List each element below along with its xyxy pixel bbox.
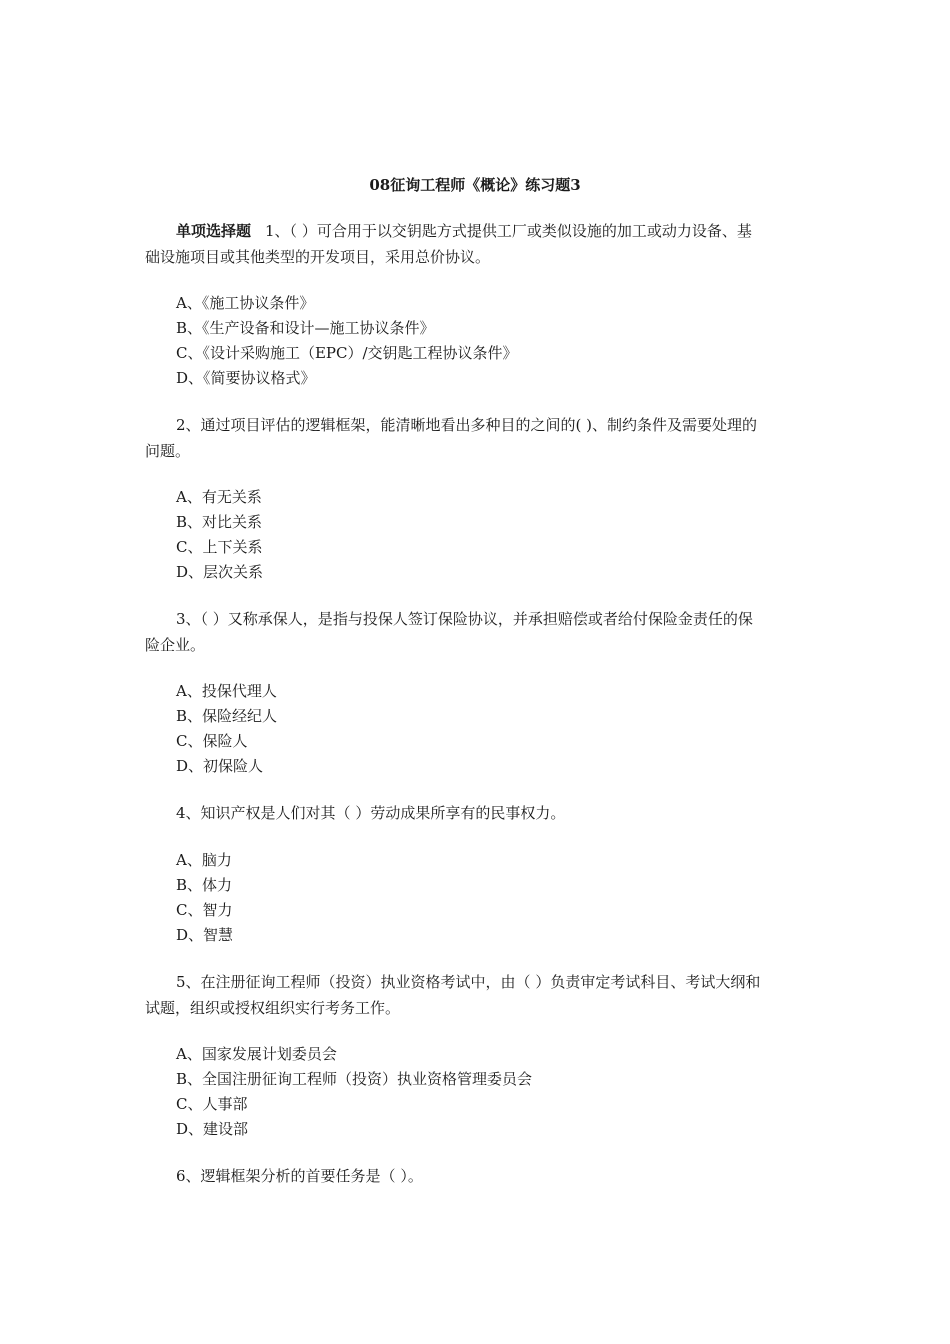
question-1-option-a: A、《施工协议条件》 (176, 294, 315, 312)
question-1-line-1: 单项选择题 1、（ ）可合用于以交钥匙方式提供工厂或类似设施的加工或动力设备、基 (176, 222, 752, 240)
question-5-option-b: B、全国注册征询工程师（投资）执业资格管理委员会 (176, 1070, 533, 1088)
document-title: 08征询工程师《概论》练习题3 (369, 176, 581, 194)
question-2-option-a: A、有无关系 (176, 488, 262, 506)
question-1-option-b: B、《生产设备和设计—施工协议条件》 (176, 319, 435, 337)
question-4-option-c: C、智力 (176, 901, 233, 919)
question-1-option-d: D、《简要协议格式》 (176, 369, 316, 387)
question-2-line-1: 2、通过项目评估的逻辑框架，能清晰地看出多种目的之间的( )、制约条件及需要处理的 (176, 416, 758, 434)
question-2-option-b: B、对比关系 (176, 513, 263, 531)
question-5-option-d: D、建设部 (176, 1120, 249, 1138)
question-3-option-c: C、保险人 (176, 732, 248, 750)
question-6-line-1: 6、逻辑框架分析的首要任务是（ ）。 (176, 1167, 423, 1185)
question-3-option-b: B、保险经纪人 (176, 707, 278, 725)
question-3-line-1: 3、（ ）又称承保人，是指与投保人签订保险协议，并承担赔偿或者给付保险金责任的保 (176, 610, 753, 628)
question-4-option-b: B、体力 (176, 876, 233, 894)
question-5-line-2: 试题，组织或授权组织实行考务工作。 (145, 999, 401, 1017)
section-label: 单项选择题 (176, 222, 252, 240)
question-1-option-c: C、《设计采购施工（EPC）/交钥匙工程协议条件》 (176, 344, 518, 362)
question-4-option-a: A、脑力 (176, 851, 232, 869)
question-2-option-d: D、层次关系 (176, 563, 264, 581)
question-5-option-a: A、国家发展计划委员会 (176, 1045, 337, 1063)
question-5-line-1: 5、在注册征询工程师（投资）执业资格考试中，由（ ）负责审定考试科目、考试大纲和 (176, 973, 761, 991)
question-2-option-c: C、上下关系 (176, 538, 263, 556)
question-3-option-a: A、投保代理人 (176, 682, 277, 700)
question-3-option-d: D、初保险人 (176, 757, 264, 775)
question-4-line-1: 4、知识产权是人们对其（ ）劳动成果所享有的民事权力。 (176, 804, 566, 822)
question-4-option-d: D、智慧 (176, 926, 234, 944)
question-1-line-2: 础设施项目或其他类型的开发项目，采用总价协议。 (145, 248, 491, 266)
question-5-option-c: C、人事部 (176, 1095, 248, 1113)
question-2-line-2: 问题。 (145, 442, 191, 460)
question-3-line-2: 险企业。 (145, 636, 206, 654)
